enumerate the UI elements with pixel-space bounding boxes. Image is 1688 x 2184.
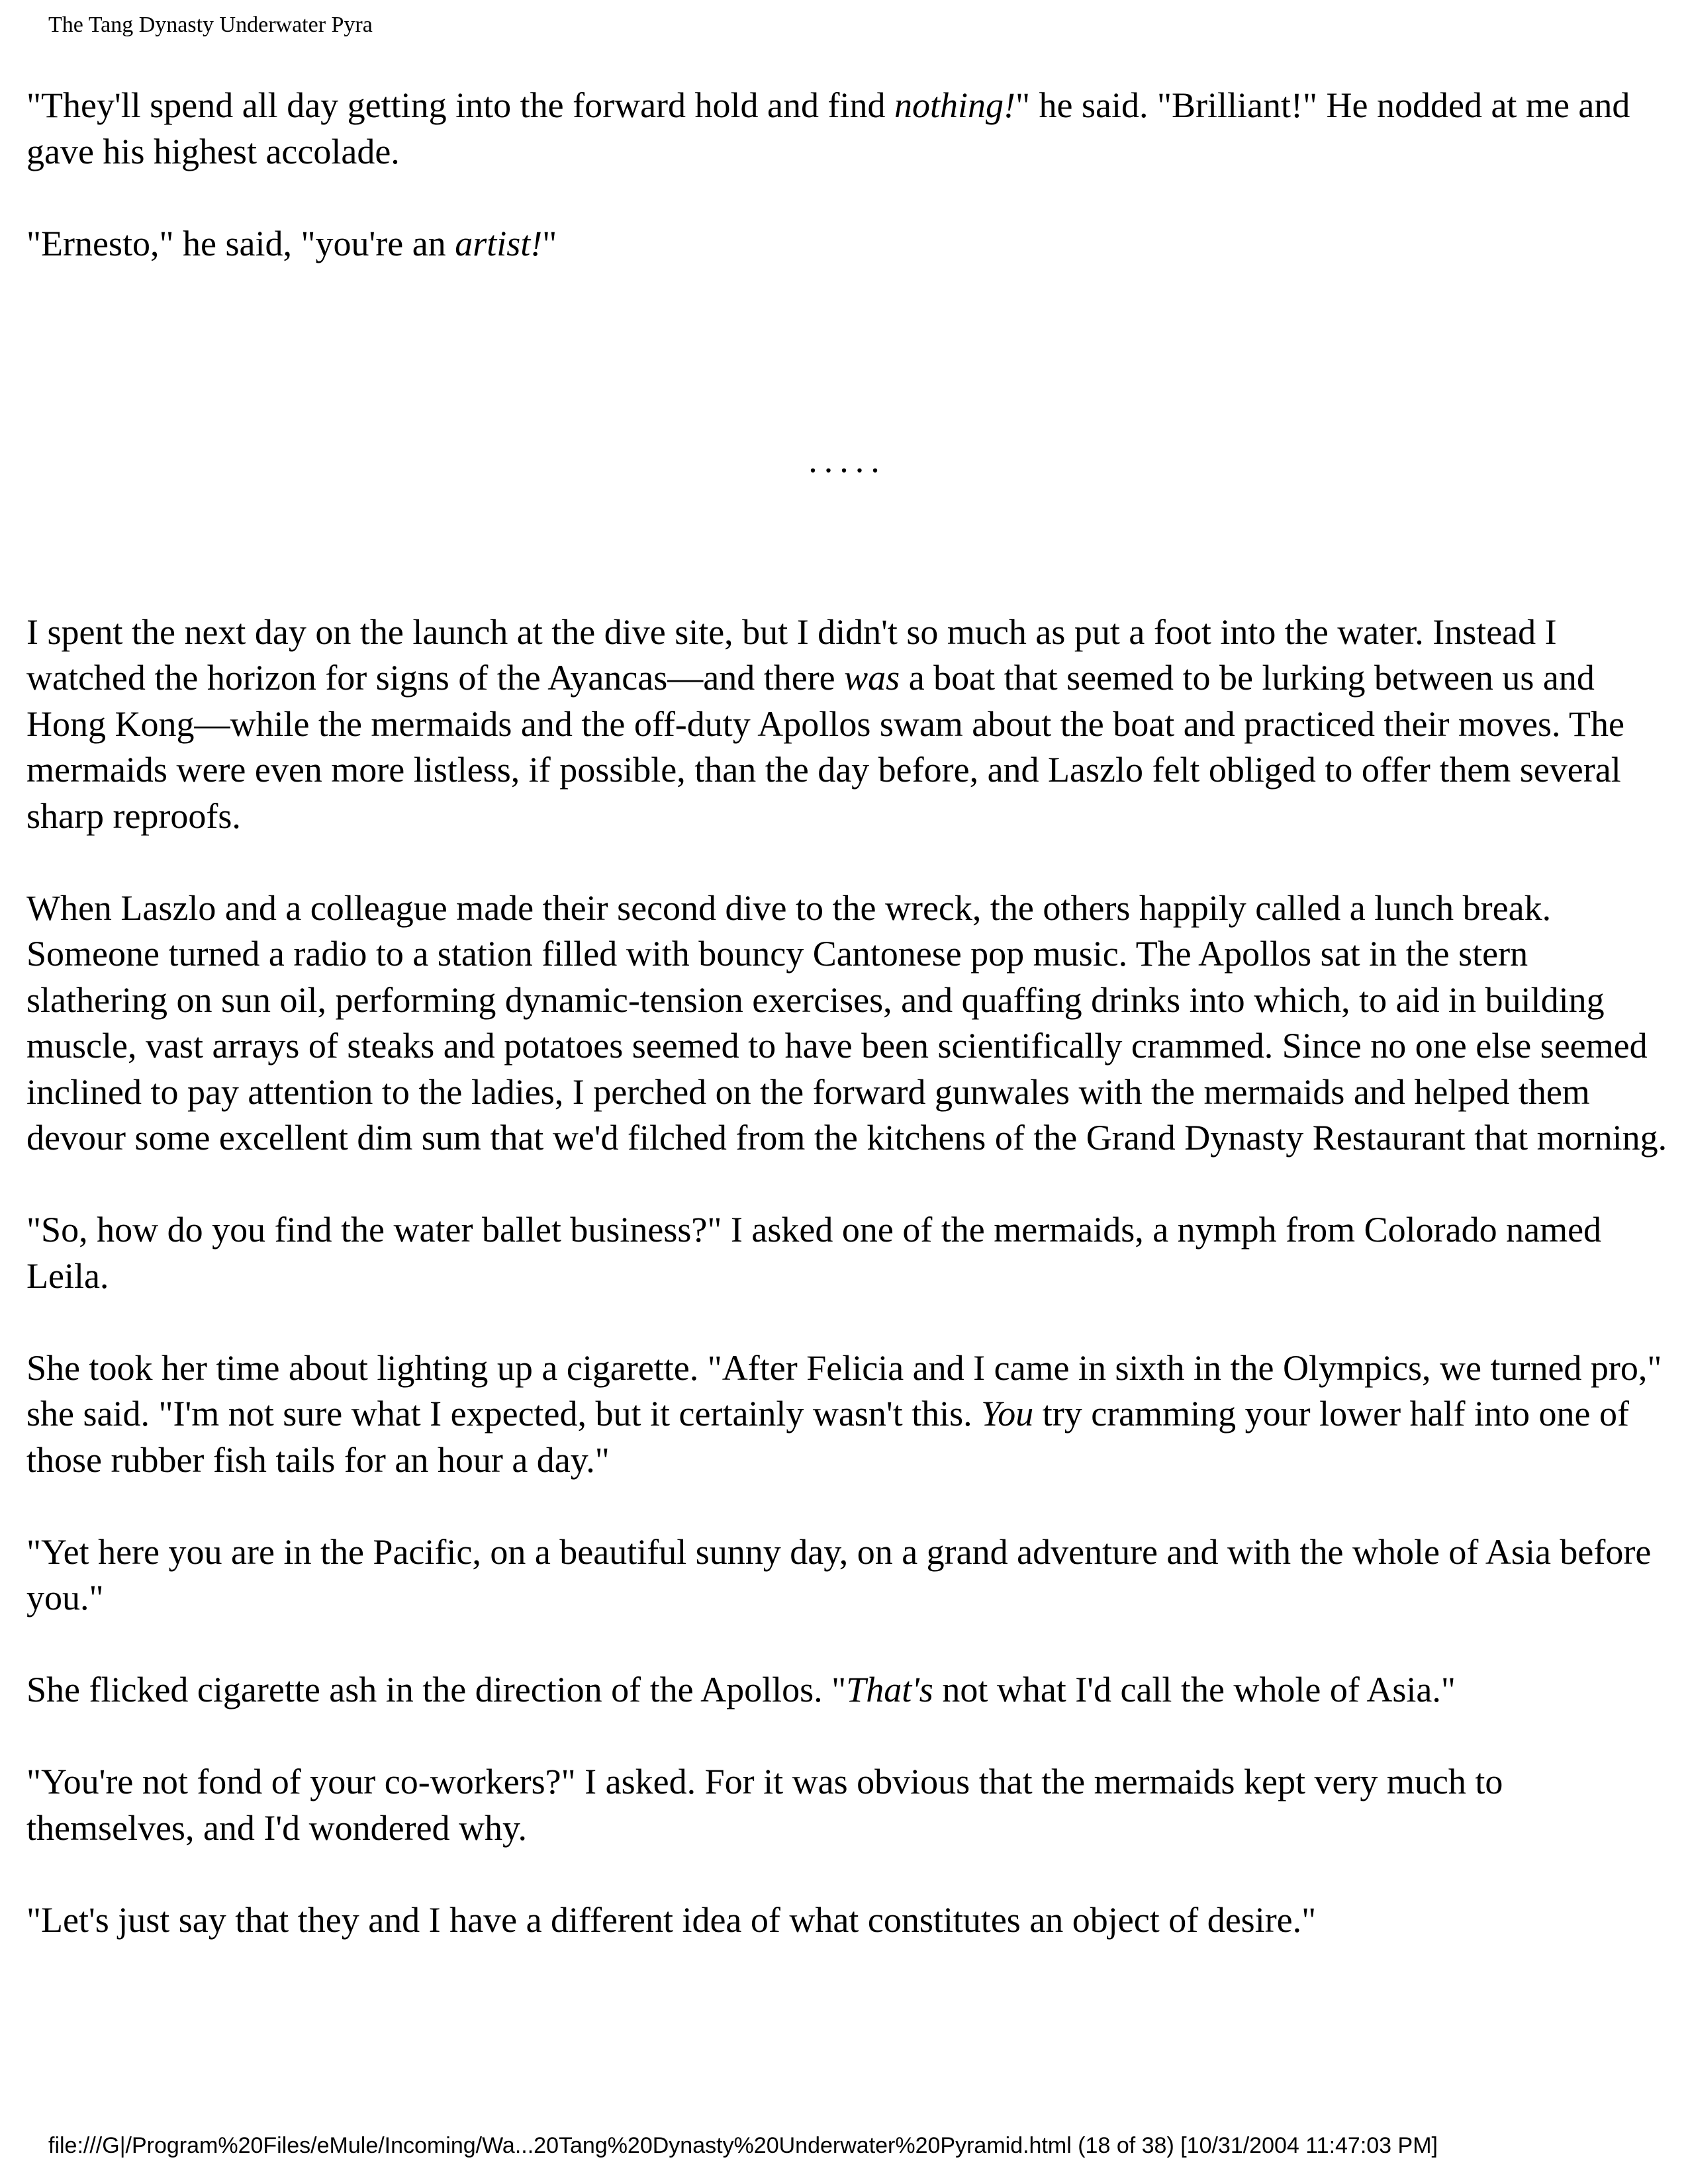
- paragraph-1: [26, 83, 1668, 175]
- paragraph-1-text-b: " he said. "Brilliant!" He nodded at me and gave his highest accolade.: [26, 85, 1630, 171]
- paragraph-4: When Laszlo and a colleague made their second dive to the wreck, the others happily called a lunch break. Someone turned a radio to a station filled with bouncy Cantonese pop music. The Apollos sat in the stern slathering on sun oil, performing dynamic-tension exercises, and quaffing drinks into which, to aid in building muscle, vast arrays of steaks and potatoes seemed to have been scientifically crammed. Since no one else seemed inclined to pay attention to the ladies, I perched on the forward gunwales with the mermaids and helped them devour some excellent dim sum that we'd filched from the kitchens of the Grand Dynasty Restaurant that morning.: [26, 887, 1667, 1158]
- page-footer-path: file:///G|/Program%20Files/eMule/Incoming/Wa...20Tang%20Dynasty%20Underwater%20Pyramid.html (18 of 38) [10/31/2004 11:47:03 PM]: [48, 2133, 1438, 2158]
- paragraph-2: [26, 221, 1668, 267]
- paragraph-5: "So, how do you find the water ballet business?" I asked one of the mermaids, a nymph from Colorado named Leila.: [26, 1210, 1602, 1296]
- paragraph-9: "You're not fond of your co-workers?" I asked. For it was obvious that the mermaids kept very much to themselves, and I'd wondered why.: [26, 1762, 1503, 1848]
- paragraph-3-text-b: a boat that seemed to be lurking between us and Hong Kong—while the mermaids and the off-duty Apollos swam about the boat and practiced their moves. The mermaids were even more listless, if possible, than the day before, and Laszlo felt obliged to offer them several sharp reproofs.: [26, 658, 1624, 836]
- document-body: [26, 83, 1668, 1989]
- paragraph-7: "Yet here you are in the Pacific, on a beautiful sunny day, on a grand adventure and with the whole of Asia before you.": [26, 1531, 1652, 1617]
- paragraph-8-text-a: She flicked cigarette ash in the direction of the Apollos. ": [26, 1670, 847, 1709]
- paragraph-8-emphasis: That's: [846, 1670, 933, 1709]
- paragraph-2-text-b: ": [542, 223, 557, 263]
- paragraph-6-text-b: try cramming your lower half into one of those rubber fish tails for an hour a day.": [26, 1394, 1629, 1480]
- paragraph-2-emphasis: artist!: [455, 223, 543, 263]
- paragraph-1-text-a: "They'll spend all day getting into the forward hold and find: [26, 85, 894, 125]
- paragraph-6: [26, 1345, 1668, 1484]
- paragraph-3: [26, 610, 1668, 840]
- paragraph-8: [26, 1667, 1668, 1713]
- paragraph-2-text-a: "Ernesto," he said, "you're an: [26, 223, 455, 263]
- paragraph-1-emphasis: nothing!: [894, 85, 1015, 125]
- paragraph-6-emphasis: You: [981, 1394, 1034, 1433]
- paragraph-6-text-a: She took her time about lighting up a cigarette. "After Felicia and I came in sixth in the Olympics, we turned pro," she said. "I'm not sure what I expected, but it certainly wasn't this.: [26, 1347, 1662, 1433]
- paragraph-3-text-a: I spent the next day on the launch at the dive site, but I didn't so much as put a foot into the water. Instead I watched the horizon for signs of the Ayancas—and there: [26, 612, 1557, 698]
- paragraph-10: "Let's just say that they and I have a different idea of what constitutes an object of desire.": [26, 1899, 1317, 1940]
- paragraph-8-text-b: not what I'd call the whole of Asia.": [933, 1670, 1456, 1709]
- scene-break: .....: [808, 440, 886, 480]
- page-header-title: The Tang Dynasty Underwater Pyra: [48, 13, 373, 37]
- paragraph-3-emphasis: was: [844, 658, 900, 698]
